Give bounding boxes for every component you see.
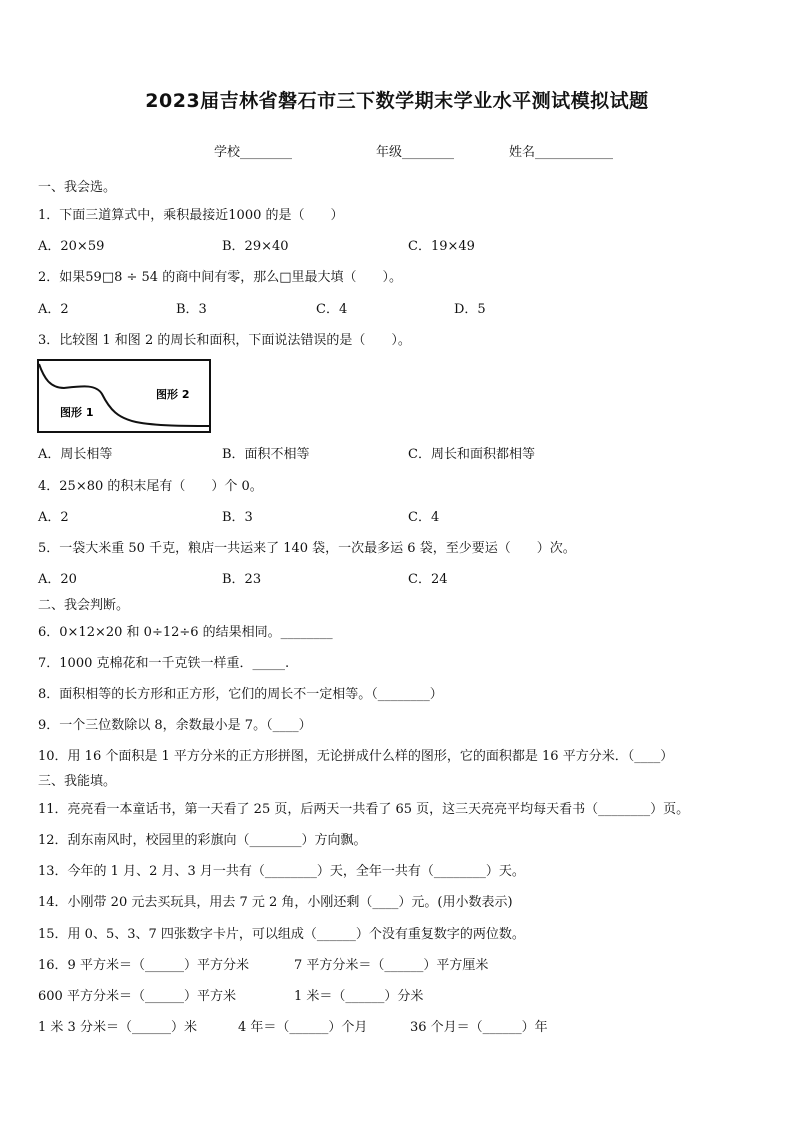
page-title: 2023届吉林省磐石市三下数学期末学业水平测试模拟试题 bbox=[145, 90, 649, 112]
section2-heading: 二、我会判断。 bbox=[38, 598, 130, 613]
question-3: 3．比较图 1 和图 2 的周长和面积，下面说法错误的是（ ）。 bbox=[38, 333, 411, 348]
name-field[interactable]: 姓名____________ bbox=[509, 145, 614, 160]
question-11: 11．亮亮看一本童话书，第一天看了 25 页，后两天一共看了 65 页，这三天亮亮平均每天看书（________）页。 bbox=[38, 802, 690, 817]
section1-heading: 一、我会选。 bbox=[38, 180, 117, 195]
q1-option-c[interactable]: C．19×49 bbox=[408, 239, 475, 254]
q4-option-b[interactable]: B．3 bbox=[222, 510, 253, 525]
question-4: 4．25×80 的积末尾有（ ）个 0。 bbox=[38, 479, 263, 494]
question-16-part-5: 1 米 3 分米＝（______）米 bbox=[38, 1020, 197, 1035]
q1-option-b[interactable]: B．29×40 bbox=[222, 239, 289, 254]
section3-heading: 三、我能填。 bbox=[38, 774, 117, 789]
question-13: 13．今年的 1 月、2 月、3 月一共有（________）天，全年一共有（________）天。 bbox=[38, 864, 525, 879]
school-field[interactable]: 学校________ bbox=[214, 145, 293, 160]
q3-option-a[interactable]: A．周长相等 bbox=[38, 447, 113, 462]
q4-option-a[interactable]: A．2 bbox=[38, 510, 69, 525]
question-16-part-1: 16．9 平方米＝（______）平方分米 bbox=[38, 958, 249, 973]
q2-option-b[interactable]: B．3 bbox=[176, 302, 207, 317]
question-16-part-3: 600 平方分米＝（______）平方米 bbox=[38, 989, 236, 1004]
fig2-label: 图形 2 bbox=[156, 388, 190, 401]
question-16-part-2: 7 平方分米＝（______）平方厘米 bbox=[294, 958, 489, 973]
q5-option-a[interactable]: A．20 bbox=[38, 572, 77, 587]
grade-field[interactable]: 年级________ bbox=[376, 145, 455, 160]
q2-option-a[interactable]: A．2 bbox=[38, 302, 69, 317]
question-10: 10．用 16 个面积是 1 平方分米的正方形拼图，无论拼成什么样的图形，它的面积都是 16 平方分米．（____） bbox=[38, 749, 674, 764]
question-2: 2．如果59□8 ÷ 54 的商中间有零，那么□里最大填（ ）。 bbox=[38, 270, 402, 285]
question-14: 14．小刚带 20 元去买玩具，用去 7 元 2 角，小刚还剩（____）元。(用小数表示) bbox=[38, 895, 513, 910]
question-6: 6．0×12×20 和 0÷12÷6 的结果相同。________ bbox=[38, 625, 333, 640]
q5-option-b[interactable]: B．23 bbox=[222, 572, 262, 587]
q1-option-a[interactable]: A．20×59 bbox=[38, 239, 105, 254]
q3-option-c[interactable]: C．周长和面积都相等 bbox=[408, 447, 535, 462]
question-16-part-7: 36 个月＝（______）年 bbox=[410, 1020, 548, 1035]
question-8: 8．面积相等的长方形和正方形，它们的周长不一定相等。（________） bbox=[38, 687, 443, 702]
question-7: 7．1000 克棉花和一千克铁一样重．_____. bbox=[38, 656, 290, 671]
question-15: 15．用 0、5、3、7 四张数字卡片，可以组成（______）个没有重复数字的两位数。 bbox=[38, 927, 525, 942]
question-12: 12．刮东南风时，校园里的彩旗向（________）方向飘。 bbox=[38, 833, 367, 848]
q2-option-d[interactable]: D．5 bbox=[454, 302, 486, 317]
q5-option-c[interactable]: C．24 bbox=[408, 572, 448, 587]
fig1-label: 图形 1 bbox=[60, 406, 94, 419]
q4-option-c[interactable]: C．4 bbox=[408, 510, 440, 525]
q3-figure bbox=[36, 358, 212, 434]
question-1: 1．下面三道算式中，乘积最接近1000 的是（ ） bbox=[38, 208, 344, 223]
question-16-part-4: 1 米＝（______）分米 bbox=[294, 989, 424, 1004]
q2-option-c[interactable]: C．4 bbox=[316, 302, 348, 317]
question-16-part-6: 4 年＝（______）个月 bbox=[238, 1020, 368, 1035]
question-5: 5．一袋大米重 50 千克，粮店一共运来了 140 袋，一次最多运 6 袋，至少要运（ ）次。 bbox=[38, 541, 576, 556]
q3-option-b[interactable]: B．面积不相等 bbox=[222, 447, 310, 462]
question-9: 9．一个三位数除以 8，余数最小是 7。（____） bbox=[38, 718, 312, 733]
